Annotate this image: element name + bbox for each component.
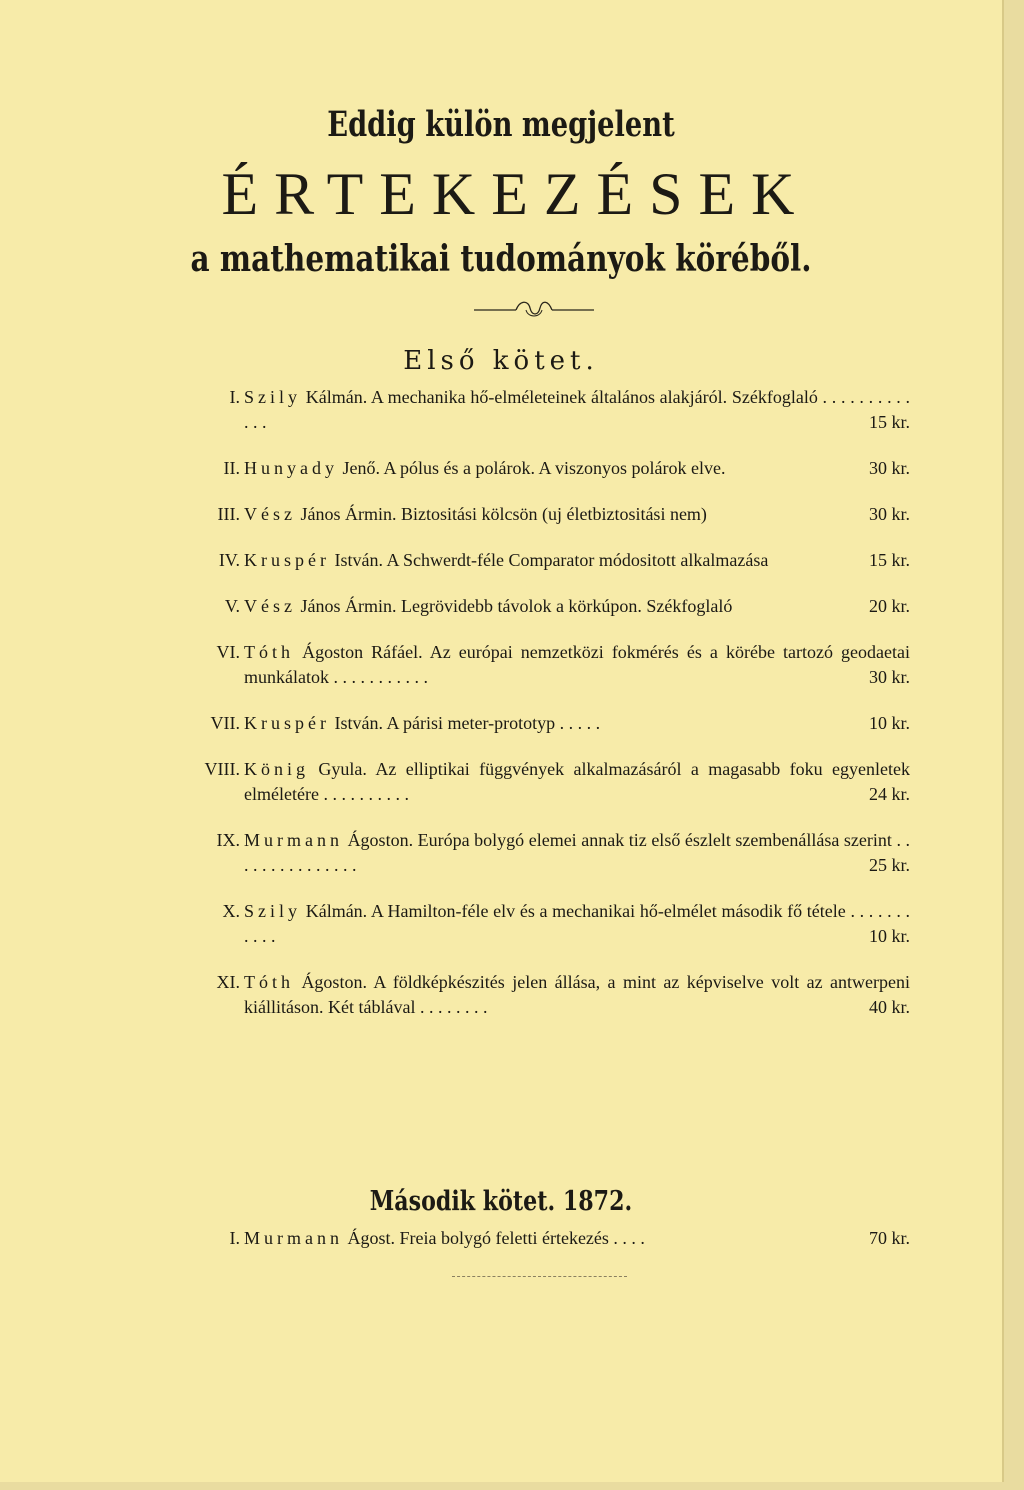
- entry-price: 25 kr.: [868, 855, 910, 875]
- entry-author: Hunyady: [244, 458, 338, 478]
- entry-title: Kálmán. A mechanika hő-elméleteinek általános alakjáról. Székfoglaló . . . . . . . . . . . . .: [244, 387, 911, 432]
- entry-price: 30 kr.: [868, 458, 910, 478]
- entry-title: Ágost. Freia bolygó feletti értekezés . . . .: [347, 1228, 645, 1248]
- entry-author: Vész: [244, 596, 296, 616]
- entry-title: Kálmán. A Hamilton-féle elv és a mechanikai hő-elmélet második fő tétele . . . . . . . . . . .: [244, 901, 911, 946]
- volume2-heading: Második kötet. 1872.: [369, 1186, 633, 1217]
- entry-author: König: [244, 759, 309, 779]
- list-item: [200, 711, 910, 736]
- volume2-list: [200, 1226, 910, 1272]
- entry-author: Murmann: [244, 830, 343, 850]
- list-item: [200, 970, 910, 1020]
- entry-number: X.: [222, 901, 240, 921]
- entry-number: VI.: [216, 642, 240, 662]
- entry-author: Kruspér: [244, 550, 330, 570]
- list-item: [200, 828, 910, 878]
- list-item: [200, 899, 910, 949]
- volume1-heading: Első kötet.: [403, 346, 599, 376]
- list-item: [200, 548, 910, 573]
- entry-title: Gyula. Az elliptikai függvények alkalmazásáról a magasabb foku egyenletek elméletére . . . . . . . . . .: [244, 759, 911, 804]
- entry-author: Murmann: [244, 1228, 343, 1248]
- entry-title: Ágoston. A földképkészités jelen állása, a mint az képviselve volt az antwerpeni kiállitáson. Két táblával . . . . . . . .: [244, 972, 911, 1017]
- entry-number: VIII.: [204, 759, 240, 779]
- entry-author: Kruspér: [244, 713, 330, 733]
- entry-author: Vész: [244, 504, 296, 524]
- entry-number: VII.: [210, 713, 240, 733]
- list-item: [200, 502, 910, 527]
- volume1-list: [200, 385, 910, 1041]
- entry-title: János Ármin. Biztositási kölcsön (uj életbiztositási nem): [300, 504, 707, 524]
- list-item: [200, 1226, 910, 1251]
- entry-price: 30 kr.: [868, 667, 910, 687]
- list-item: [200, 456, 910, 481]
- lead-heading: Eddig külön megjelent: [327, 104, 675, 145]
- entry-price: 24 kr.: [868, 784, 910, 804]
- entry-title: Ágoston. Európa bolygó elemei annak tiz első észlelt szembenállása szerint . . . . . . . . . . . . . . .: [244, 830, 911, 875]
- entry-price: 15 kr.: [868, 550, 910, 570]
- entry-price: 20 kr.: [868, 596, 910, 616]
- entry-author: Tóth: [244, 642, 294, 662]
- entry-number: II.: [223, 458, 240, 478]
- entry-author: Tóth: [244, 972, 294, 992]
- list-item: [200, 594, 910, 619]
- entry-number: I.: [229, 1228, 240, 1248]
- entry-number: III.: [217, 504, 240, 524]
- entry-title: István. A párisi meter-prototyp . . . . .: [334, 713, 601, 733]
- entry-title: István. A Schwerdt-féle Comparator módositott alkalmazása: [334, 550, 769, 570]
- entry-price: 70 kr.: [868, 1228, 910, 1248]
- entry-title: Jenő. A pólus és a polárok. A viszonyos polárok elve.: [342, 458, 726, 478]
- entry-title: Ágoston Ráfáel. Az európai nemzetközi fokmérés és a körébe tartozó geodaetai munkálatok . . . . . . . . . . .: [244, 642, 911, 687]
- main-title: ÉRTEKEZÉSEK: [221, 161, 811, 227]
- entry-author: Szily: [244, 901, 302, 921]
- entry-number: IX.: [216, 830, 240, 850]
- subtitle: a mathematikai tudományok köréből.: [190, 238, 812, 280]
- entry-title: János Ármin. Legrövidebb távolok a körkúpon. Székfoglaló: [300, 596, 733, 616]
- list-item: [200, 640, 910, 690]
- entry-author: Szily: [244, 387, 302, 407]
- entry-number: V.: [224, 596, 240, 616]
- entry-price: 30 kr.: [868, 504, 910, 524]
- list-item: [200, 757, 910, 807]
- entry-number: I.: [229, 387, 240, 407]
- bottom-rule: [452, 1276, 627, 1277]
- ornament-icon: [474, 296, 594, 322]
- entry-number: IV.: [218, 550, 240, 570]
- entry-number: XI.: [216, 972, 240, 992]
- list-item: [200, 385, 910, 435]
- entry-price: 40 kr.: [868, 997, 910, 1017]
- entry-price: 10 kr.: [868, 926, 910, 946]
- entry-price: 10 kr.: [868, 713, 910, 733]
- entry-price: 15 kr.: [868, 412, 910, 432]
